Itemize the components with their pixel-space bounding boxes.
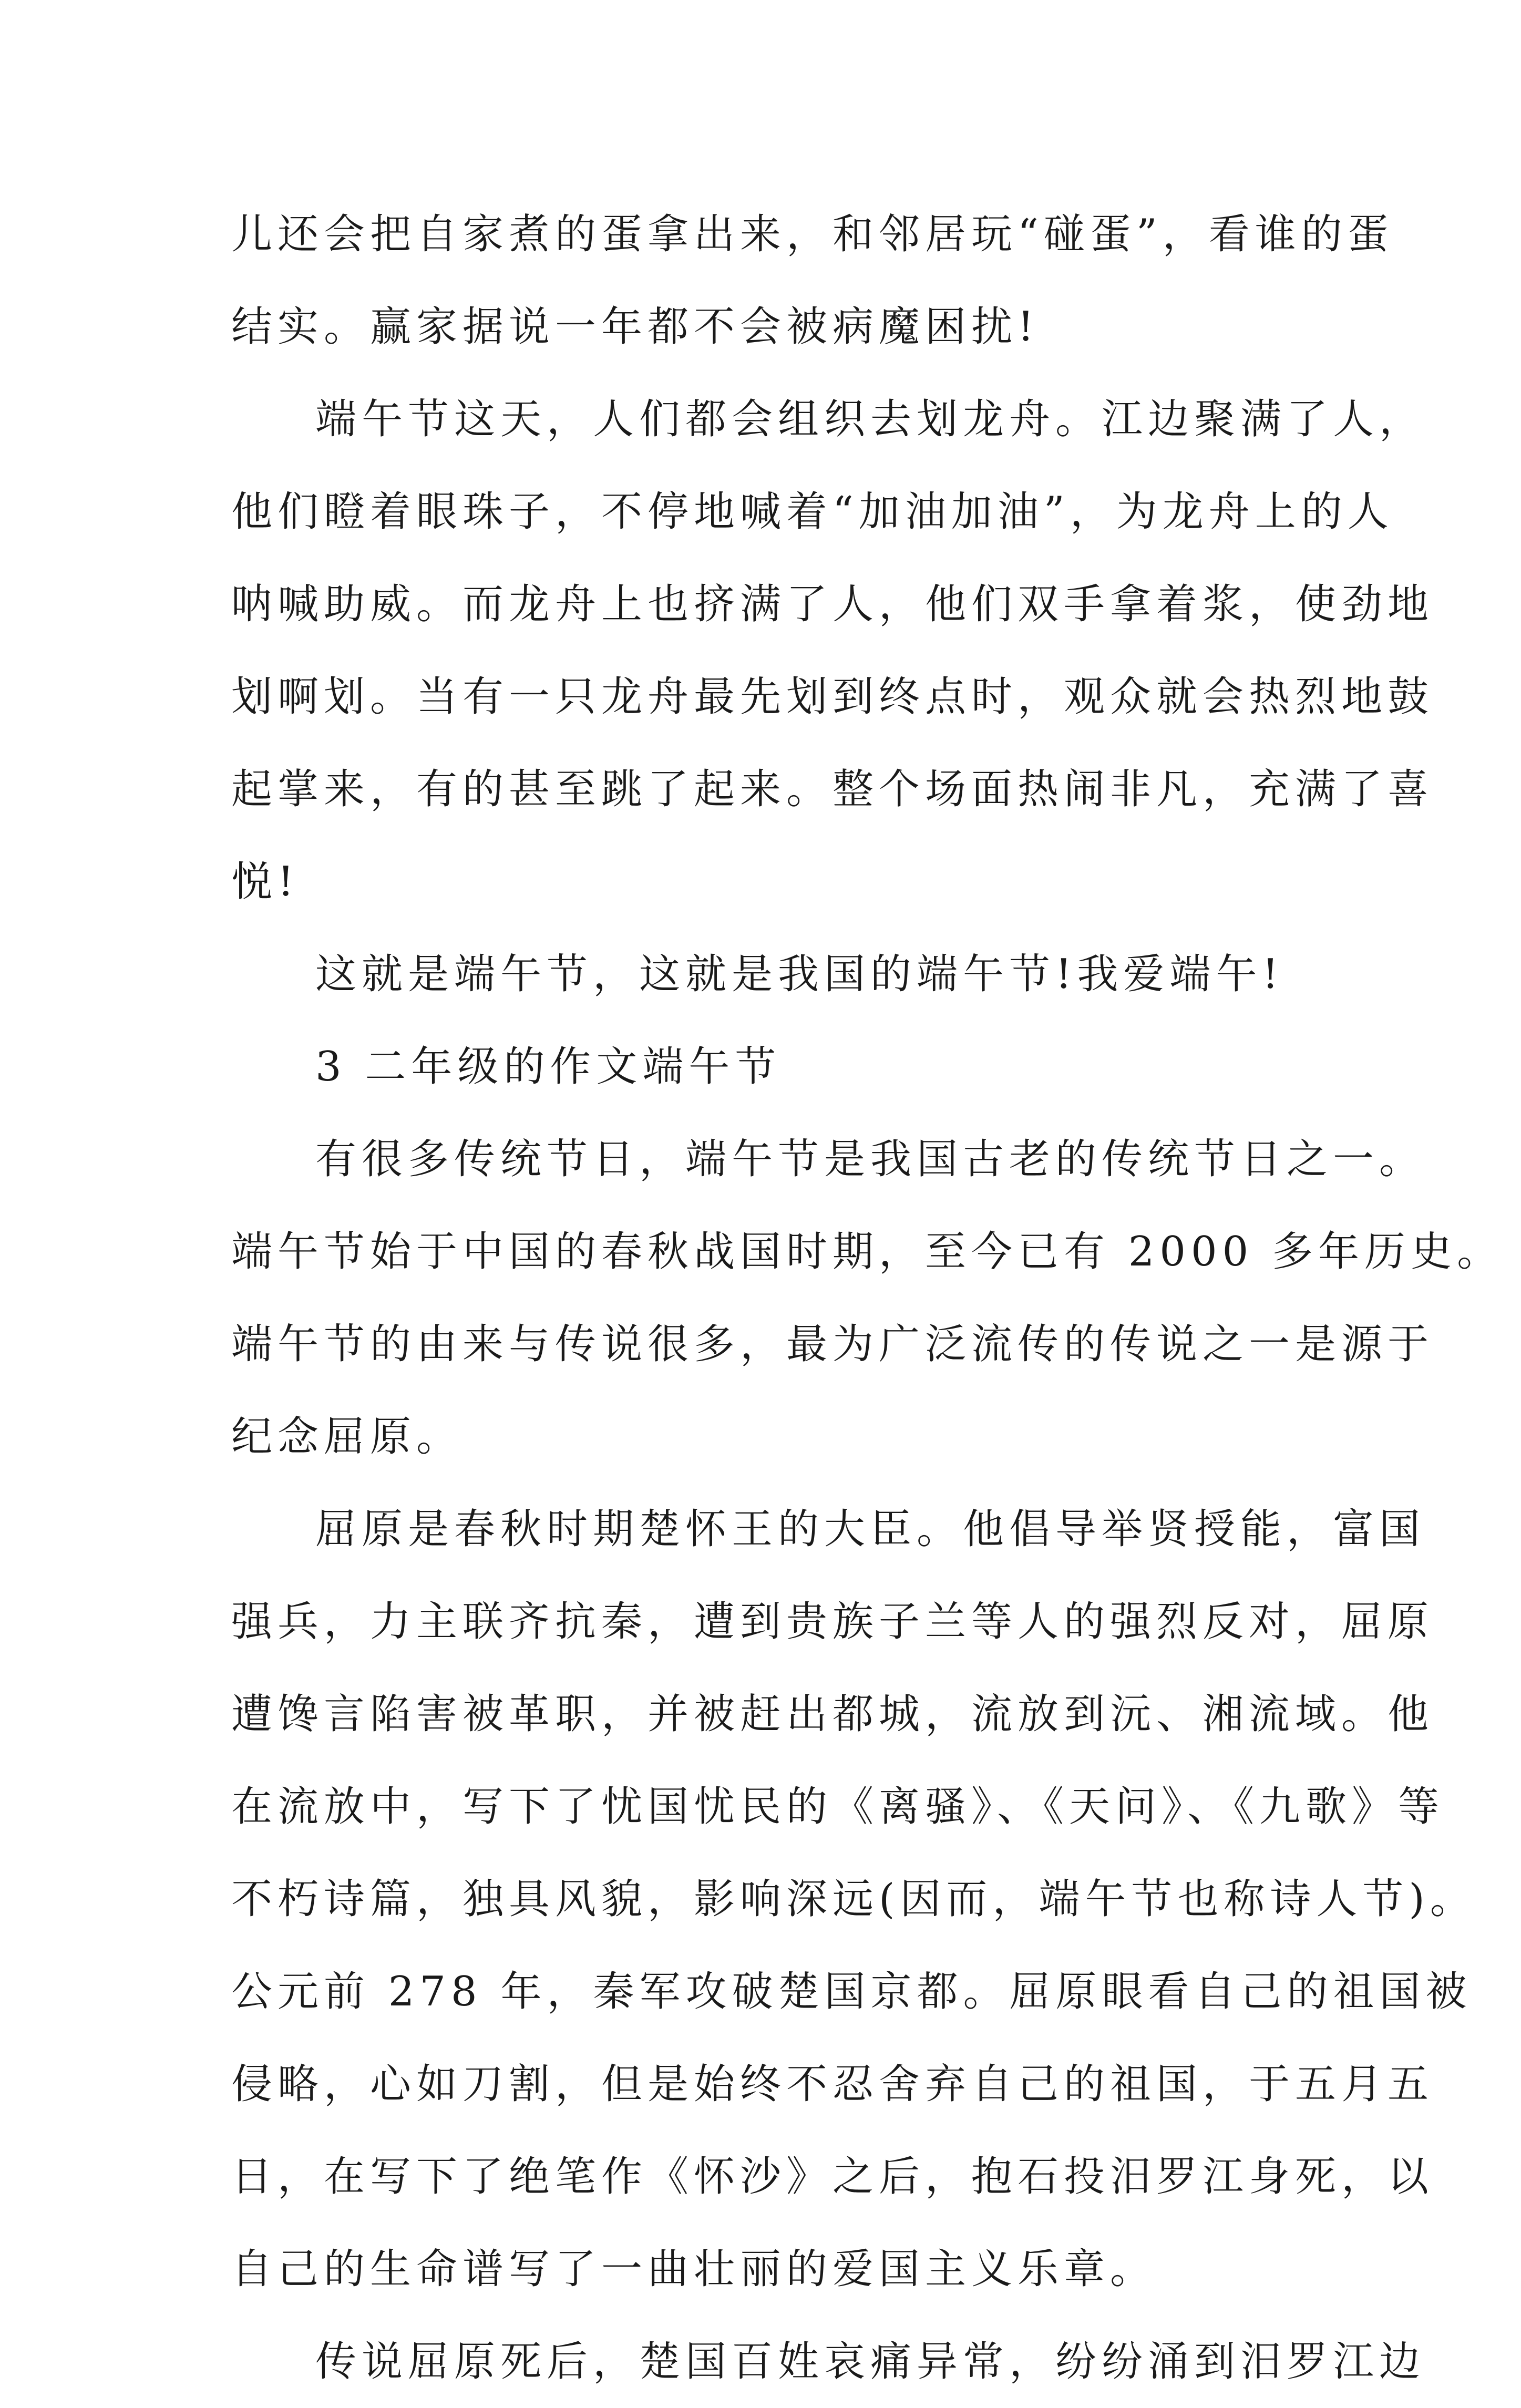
text-line: 起掌来，有的甚至跳了起来。整个场面热闹非凡，充满了喜 bbox=[231, 766, 1434, 813]
text-line: 有很多传统节日，端午节是我国古老的传统节日之一。 bbox=[315, 1136, 1426, 1183]
text-line: 划啊划。当有一只龙舟最先划到终点时，观众就会热烈地鼓 bbox=[231, 673, 1434, 721]
text-line: 不朽诗篇，独具风貌，影响深远(因而，端午节也称诗人节)。 bbox=[231, 1876, 1476, 1923]
text-line: 结实。赢家据说一年都不会被病魔困扰! bbox=[231, 303, 1040, 351]
section-heading: 3 二年级的作文端午节 bbox=[315, 1043, 782, 1090]
text-line: 传说屈原死后，楚国百姓哀痛异常，纷纷涌到汨罗江边 bbox=[315, 2338, 1426, 2385]
text-line: 纪念屈原。 bbox=[231, 1413, 463, 1460]
text-line: 遭馋言陷害被革职，并被赶出都城，流放到沅、湘流域。他 bbox=[231, 1691, 1434, 1738]
text-line: 儿还会把自家煮的蛋拿出来，和邻居玩“碰蛋”，看谁的蛋 bbox=[231, 211, 1394, 258]
text-line: 呐喊助威。而龙舟上也挤满了人，他们双手拿着浆，使劲地 bbox=[231, 581, 1434, 628]
text-line: 屈原是春秋时期楚怀王的大臣。他倡导举贤授能，富国 bbox=[315, 1506, 1426, 1553]
text-line: 这就是端午节，这就是我国的端午节!我爱端午! bbox=[315, 951, 1284, 998]
text-line: 侵略，心如刀割，但是始终不忍舍弃自己的祖国，于五月五 bbox=[231, 2061, 1434, 2108]
text-line: 他们瞪着眼珠子，不停地喊着“加油加油”，为龙舟上的人 bbox=[231, 488, 1394, 536]
text-line: 在流放中，写下了忧国忧民的《离骚》、《天问》、《九歌》等 bbox=[231, 1783, 1445, 1830]
document-body bbox=[231, 188, 1504, 2408]
text-line: 端午节的由来与传说很多，最为广泛流传的传说之一是源于 bbox=[231, 1321, 1434, 1368]
text-line: 端午节这天，人们都会组织去划龙舟。江边聚满了人， bbox=[315, 396, 1426, 443]
text-line: 强兵，力主联齐抗秦，遭到贵族子兰等人的强烈反对，屈原 bbox=[231, 1598, 1434, 1645]
text-line: 自己的生命谱写了一曲壮丽的爱国主义乐章。 bbox=[231, 2246, 1157, 2293]
text-line: 日，在写下了绝笔作《怀沙》之后，抱石投汨罗江身死，以 bbox=[231, 2153, 1434, 2200]
text-line: 悦! bbox=[231, 858, 300, 905]
text-line: 公元前 278 年，秦军攻破楚国京都。屈原眼看自己的祖国被 bbox=[231, 1968, 1472, 2015]
text-line: 端午节始于中国的春秋战国时期，至今已有 2000 多年历史。 bbox=[231, 1228, 1504, 1275]
